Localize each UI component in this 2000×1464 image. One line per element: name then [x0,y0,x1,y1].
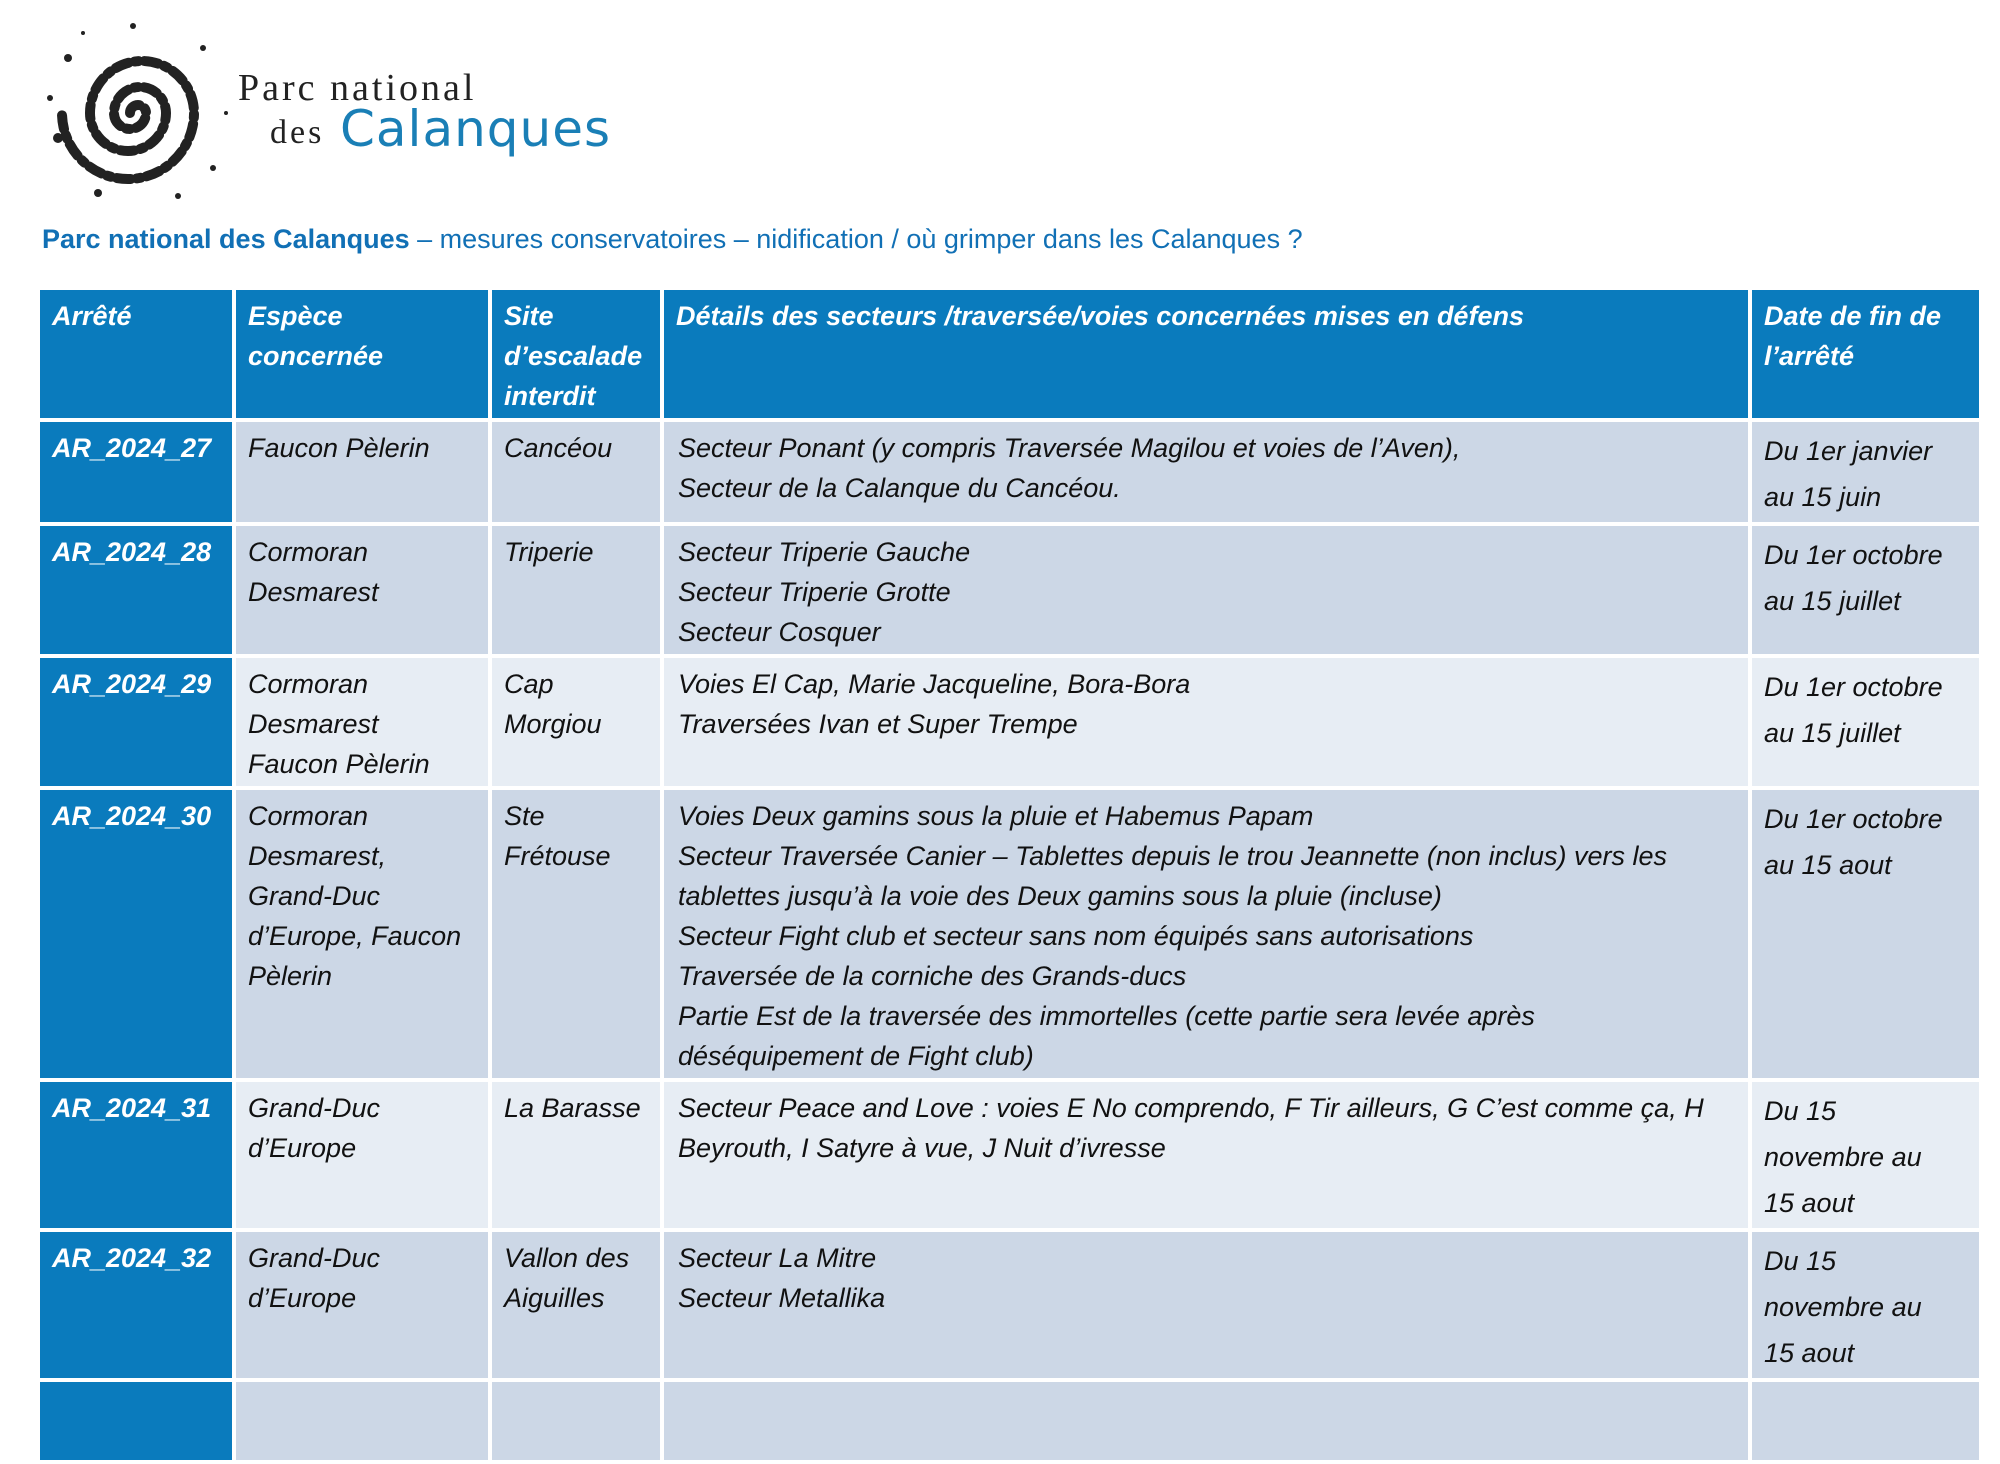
cell-espece [236,526,488,654]
cell-line: Grand-Duc [248,1243,381,1273]
cell-line: Secteur Ponant (y compris Traversée Magilou et voies de l’Aven), [678,433,1461,463]
cell-line: Faucon Pèlerin [248,433,430,463]
cell-espece [236,1082,488,1228]
cell-details [664,790,1748,1078]
cell-site [492,790,660,1078]
cell-line: Grand-Duc [248,881,381,911]
table-row [40,790,1979,1078]
cell-line: Pèlerin [248,961,333,991]
cell-line: Faucon Pèlerin [248,749,430,779]
cell-line: Secteur Peace and Love : voies E No comprendo, F Tir ailleurs, G C’est comme ça, H [678,1093,1704,1123]
arretes-table [36,286,1983,1464]
table-row [40,422,1979,522]
logo-text-calanques: Calanques [340,100,612,158]
cell-arrete: AR_2024_31 [40,1082,232,1228]
header-details: Détails des secteurs /traversée/voies concernées mises en défens [664,290,1748,418]
cell-date [1752,658,1979,786]
cell-line: Beyrouth, I Satyre à vue, J Nuit d’ivresse [678,1133,1166,1163]
cell-line: Voies Deux gamins sous la pluie et Habemus Papam [678,801,1314,831]
cell-date [1752,1382,1979,1460]
cell-line: Secteur La Mitre [678,1243,877,1273]
cell-site [492,658,660,786]
cell-line: Secteur Fight club et secteur sans nom équipés sans autorisations [678,921,1474,951]
cell-line: Du 15 [1764,1096,1837,1126]
cell-line: Aiguilles [504,1283,605,1313]
cell-date [1752,790,1979,1078]
cell-date [1752,526,1979,654]
cell-line: novembre au [1764,1292,1922,1322]
cell-line: Desmarest, [248,841,387,871]
cell-arrete: AR_2024_32 [40,1232,232,1378]
cell-line: Secteur Cosquer [678,617,881,647]
cell-line: Du 1er octobre [1764,672,1943,702]
cell-line: Cormoran [248,669,369,699]
cell-details [664,1082,1748,1228]
cell-espece [236,658,488,786]
cell-arrete: AR_2024_27 [40,422,232,522]
cell-line: La Barasse [504,1093,641,1123]
cell-line: au 15 juillet [1764,718,1901,748]
cell-line: 15 aout [1764,1338,1855,1368]
cell-date [1752,1232,1979,1378]
cell-line: Secteur Metallika [678,1283,886,1313]
header-date: Date de fin de l’arrêté [1752,290,1979,418]
cell-details [664,658,1748,786]
cell-line: Du 1er octobre [1764,804,1943,834]
cell-line: tablettes jusqu’à la voie des Deux gamins sous la pluie (incluse) [678,881,1442,911]
cell-line: Traversée de la corniche des Grands-ducs [678,961,1187,991]
cell-line: déséquipement de Fight club) [678,1041,1034,1071]
cell-line: Secteur Traversée Canier – Tablettes depuis le trou Jeannette (non inclus) vers les [678,841,1668,871]
cell-line: Desmarest [248,709,379,739]
header-espece: Espèce concernée [236,290,488,418]
cell-line: Cap [504,669,554,699]
cell-line: 15 aout [1764,1188,1855,1218]
table-row [40,526,1979,654]
cell-espece [236,1382,488,1460]
cell-line: d’Europe [248,1283,357,1313]
park-logo [38,18,612,208]
table-row [40,1382,1979,1460]
cell-site [492,1232,660,1378]
table-header-row [40,290,1979,418]
cell-arrete [40,1382,232,1460]
cell-site [492,1382,660,1460]
cell-line: Secteur Triperie Gauche [678,537,971,567]
cell-details [664,422,1748,522]
logo-text-line1: Parc national [238,67,477,109]
cell-line: Vallon des [504,1243,630,1273]
cell-line: Secteur de la Calanque du Cancéou. [678,473,1121,503]
table-row [40,1232,1979,1378]
header-arrete: Arrêté [40,290,232,418]
spiral-logo-icon [38,18,238,208]
cell-line: novembre au [1764,1142,1922,1172]
cell-line: Traversées Ivan et Super Trempe [678,709,1078,739]
cell-line: Grand-Duc [248,1093,381,1123]
cell-line: Du 1er octobre [1764,540,1943,570]
cell-line: d’Europe [248,1133,357,1163]
cell-date [1752,1082,1979,1228]
subtitle-rest: – mesures conservatoires – nidification / où grimper dans les Calanques ? [409,224,1303,254]
table-row [40,1082,1979,1228]
cell-espece [236,1232,488,1378]
cell-line: Cancéou [504,433,613,463]
cell-line: Du 1er janvier [1764,436,1933,466]
cell-arrete: AR_2024_30 [40,790,232,1078]
cell-site [492,526,660,654]
table-row [40,658,1979,786]
cell-details [664,1382,1748,1460]
cell-line: Desmarest [248,577,379,607]
cell-line: au 15 juillet [1764,586,1901,616]
cell-line: Voies El Cap, Marie Jacqueline, Bora-Bora [678,669,1191,699]
subtitle-bold: Parc national des Calanques [42,224,410,254]
cell-details [664,1232,1748,1378]
cell-arrete: AR_2024_29 [40,658,232,786]
header-site: Site d’escalade interdit [492,290,660,418]
cell-line: Cormoran [248,537,369,567]
cell-date [1752,422,1979,522]
logo-text-des: des [270,114,325,151]
cell-site [492,1082,660,1228]
page-subtitle [42,224,1303,255]
cell-line: Triperie [504,537,594,567]
cell-line: Partie Est de la traversée des immortelles (cette partie sera levée après [678,1001,1535,1031]
cell-line: Cormoran [248,801,369,831]
cell-line: Secteur Triperie Grotte [678,577,951,607]
cell-line: Frétouse [504,841,611,871]
cell-arrete: AR_2024_28 [40,526,232,654]
cell-details [664,526,1748,654]
cell-line: au 15 aout [1764,850,1892,880]
cell-line: d’Europe, Faucon [248,921,462,951]
cell-line: Ste [504,801,545,831]
cell-espece [236,422,488,522]
cell-line: au 15 juin [1764,482,1882,512]
cell-line: Du 15 [1764,1246,1837,1276]
cell-site [492,422,660,522]
cell-espece [236,790,488,1078]
cell-line: Morgiou [504,709,602,739]
